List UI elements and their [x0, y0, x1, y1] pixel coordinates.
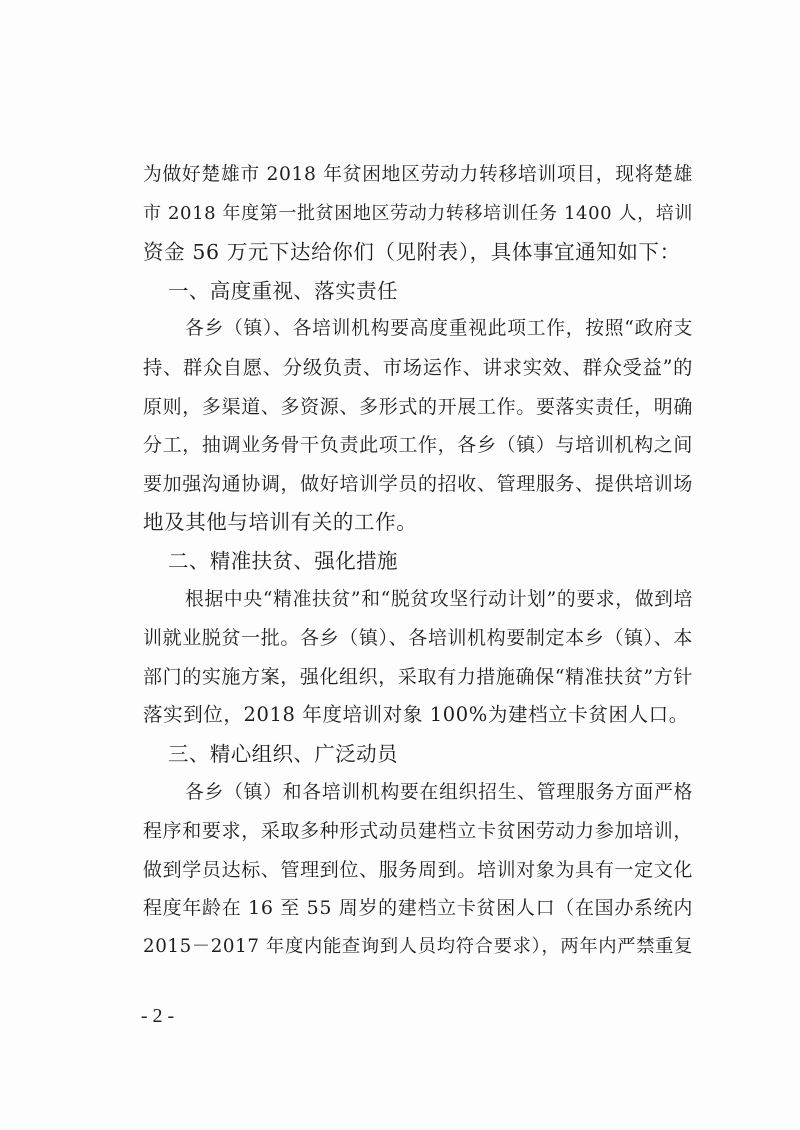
- intro-line: 资金 56 万元下达给你们（见附表），具体事宜通知如下：: [143, 240, 681, 265]
- section-heading-1: 一、高度重视、落实责任: [168, 278, 398, 303]
- paragraph-line: 根据中央“精准扶贫”和“脱贫攻坚行动计划”的要求，做到培: [185, 588, 693, 610]
- page-number: - 2 -: [140, 1005, 175, 1027]
- paragraph-line: 要加强沟通协调，做好培训学员的招收、管理服务、提供培训场: [143, 472, 693, 495]
- paragraph-line: 各乡（镇）、各培训机构要高度重视此项工作，按照“政府支: [185, 318, 693, 340]
- section-heading-3: 三、精心组织、广泛动员: [168, 741, 398, 766]
- paragraph-line: 程序和要求，采取多种形式动员建档立卡贫困劳动力参加培训，: [143, 820, 693, 843]
- document-body: [143, 156, 693, 966]
- paragraph-line: 做到学员达标、管理到位、服务周到。培训对象为具有一定文化: [143, 858, 693, 881]
- paragraph-line: 地及其他与培训有关的工作。: [143, 510, 418, 535]
- paragraph-line: 持、群众自愿、分级负责、市场运作、讲求实效、群众受益”的: [143, 355, 693, 379]
- paragraph-line: 落实到位，2018 年度培训对象 100%为建档立卡贫困人口。: [143, 703, 689, 727]
- paragraph-line: 程度年龄在 16 至 55 周岁的建档立卡贫困人口（在国办系统内: [143, 897, 693, 920]
- paragraph-line: 训就业脱贫一批。各乡（镇）、各培训机构要制定本乡（镇）、本: [143, 627, 693, 650]
- intro-line: 为做好楚雄市 2018 年贫困地区劳动力转移培训项目，现将楚雄: [143, 164, 693, 185]
- intro-line: 市 2018 年度第一批贫困地区劳动力转移培训任务 1400 人，培训: [143, 202, 693, 224]
- paragraph-line: 原则，多渠道、多资源、多形式的开展工作。要落实责任，明确: [143, 395, 693, 418]
- paragraph-line: 分工，抽调业务骨干负责此项工作，各乡（镇）与培训机构之间: [143, 434, 693, 457]
- paragraph-line: 各乡（镇）和各培训机构要在组织招生、管理服务方面严格: [185, 781, 693, 803]
- paragraph-line: 部门的实施方案，强化组织，采取有力措施确保“精准扶贫”方针: [143, 665, 693, 688]
- section-heading-2: 二、精准扶贫、强化措施: [168, 548, 398, 573]
- paragraph-line: 2015－2017 年度内能查询到人员均符合要求），两年内严禁重复: [143, 935, 693, 957]
